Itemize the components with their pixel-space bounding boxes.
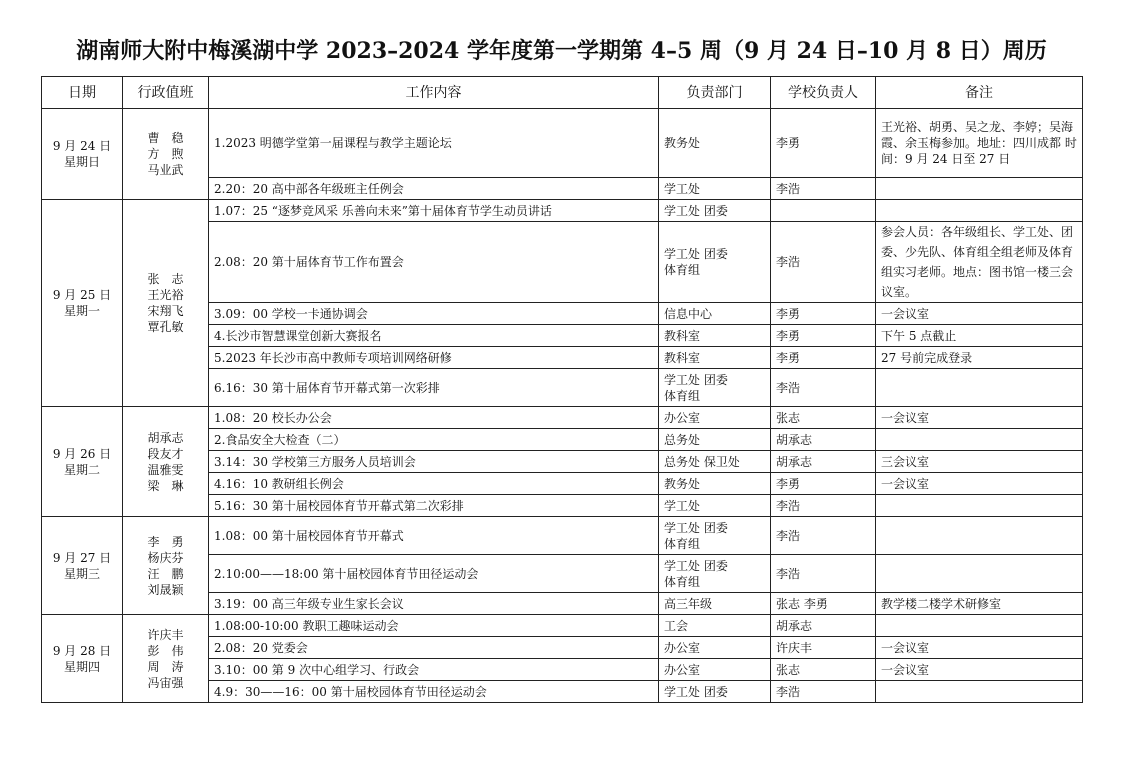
table-row — [42, 200, 1083, 222]
duty-cell — [123, 200, 209, 407]
department-cell: 总务处 — [659, 429, 771, 451]
table-row — [42, 407, 1083, 429]
content-cell: 2.08：20 党委会 — [209, 637, 659, 659]
note-cell — [876, 200, 1083, 222]
note-cell: 王光裕、胡勇、吴之龙、李婷；吴海霞、余玉梅参加。地址：四川成都 时间：9 月 24 日至 27 日 — [876, 109, 1083, 178]
leader-cell: 李勇 — [771, 473, 876, 495]
content-cell: 4.16：10 教研组长例会 — [209, 473, 659, 495]
column-header-duty: 行政值班 — [123, 77, 209, 109]
content-cell: 1.08：00 第十届校园体育节开幕式 — [209, 517, 659, 555]
duty-person: 马业武 — [147, 163, 184, 177]
department-line: 学工处 团委 — [664, 520, 728, 535]
weekday-text: 星期日 — [63, 155, 100, 169]
department-cell: 教务处 — [659, 473, 771, 495]
content-cell: 1.07：25 “逐梦竞风采 乐善向未来”第十届体育节学生动员讲话 — [209, 200, 659, 222]
duty-cell — [123, 407, 209, 517]
content-cell: 2.食品安全大检查（二） — [209, 429, 659, 451]
duty-person: 张 志 — [147, 272, 184, 286]
weekday-text: 星期一 — [63, 304, 100, 318]
column-header-date: 日期 — [42, 77, 123, 109]
duty-cell — [123, 109, 209, 200]
duty-person: 彭 伟 — [147, 643, 184, 658]
page-title: 湖南师大附中梅溪湖中学 2023–2024 学年度第一学期第 4–5 周（9 月 24 日–10 月 8 日）周历 — [76, 38, 1047, 64]
leader-cell: 李浩 — [771, 222, 876, 303]
weekday-text: 星期二 — [63, 462, 100, 477]
content-cell: 2.10:00——18:00 第十届校园体育节田径运动会 — [209, 555, 659, 593]
department-line: 学工处 团委 — [664, 372, 728, 387]
duty-person: 覃孔敏 — [147, 320, 184, 334]
department-cell: 高三年级 — [659, 593, 771, 615]
leader-cell: 胡承志 — [771, 615, 876, 637]
leader-cell: 许庆丰 — [771, 637, 876, 659]
department-cell — [659, 555, 771, 593]
leader-cell: 李勇 — [771, 325, 876, 347]
content-cell: 3.14：30 学校第三方服务人员培训会 — [209, 451, 659, 473]
department-cell: 学工处 团委 — [659, 681, 771, 703]
department-cell: 办公室 — [659, 659, 771, 681]
leader-cell: 张志 — [771, 659, 876, 681]
leader-cell: 张志 — [771, 407, 876, 429]
note-cell: 教学楼二楼学术研修室 — [876, 593, 1083, 615]
date-cell — [42, 517, 123, 615]
content-cell: 2.08：20 第十届体育节工作布置会 — [209, 222, 659, 303]
duty-person: 宋翔飞 — [147, 304, 184, 318]
date-cell — [42, 407, 123, 517]
department-line: 学工处 团委 — [664, 558, 728, 573]
table-row — [42, 517, 1083, 555]
leader-cell — [771, 200, 876, 222]
department-cell: 学工处 — [659, 495, 771, 517]
content-cell: 1.2023 明德学堂第一届课程与教学主题论坛 — [209, 109, 659, 178]
note-cell: 一会议室 — [876, 637, 1083, 659]
department-cell: 教科室 — [659, 347, 771, 369]
department-cell — [659, 517, 771, 555]
department-cell: 总务处 保卫处 — [659, 451, 771, 473]
leader-cell: 李浩 — [771, 555, 876, 593]
leader-cell: 李勇 — [771, 303, 876, 325]
table-row — [42, 109, 1083, 178]
note-cell — [876, 429, 1083, 451]
content-cell: 5.16：30 第十届校园体育节开幕式第二次彩排 — [209, 495, 659, 517]
leader-cell: 李勇 — [771, 109, 876, 178]
duty-cell — [123, 517, 209, 615]
column-header-department: 负责部门 — [659, 77, 771, 109]
date-cell — [42, 109, 123, 200]
date-text: 9 月 27 日 — [52, 550, 112, 565]
content-cell: 6.16：30 第十届体育节开幕式第一次彩排 — [209, 369, 659, 407]
duty-person: 王光裕 — [147, 288, 184, 302]
content-cell: 3.10：00 第 9 次中心组学习、行政会 — [209, 659, 659, 681]
leader-cell: 李浩 — [771, 681, 876, 703]
department-cell: 信息中心 — [659, 303, 771, 325]
date-text: 9 月 28 日 — [52, 643, 112, 658]
weekly-calendar-table — [41, 76, 1083, 703]
date-cell — [42, 200, 123, 407]
note-cell: 下午 5 点截止 — [876, 325, 1083, 347]
duty-person: 杨庆芬 — [147, 550, 184, 565]
column-header-note: 备注 — [876, 77, 1083, 109]
duty-person: 胡承志 — [147, 430, 184, 445]
table-row — [42, 615, 1083, 637]
weekday-text: 星期三 — [63, 566, 100, 581]
note-cell: 三会议室 — [876, 451, 1083, 473]
weekday-text: 星期四 — [63, 659, 100, 674]
note-cell — [876, 178, 1083, 200]
note-cell — [876, 517, 1083, 555]
note-cell: 参会人员：各年级组长、学工处、团委、少先队、体育组全组老师及体育组实习老师。地点：图书馆一楼三会议室。 — [876, 222, 1083, 303]
leader-cell: 李浩 — [771, 517, 876, 555]
leader-cell: 张志 李勇 — [771, 593, 876, 615]
note-cell: 一会议室 — [876, 659, 1083, 681]
duty-person: 许庆丰 — [147, 627, 184, 642]
duty-person: 冯宙强 — [147, 675, 184, 690]
date-text: 9 月 26 日 — [52, 446, 112, 461]
content-cell: 4.长沙市智慧课堂创新大赛报名 — [209, 325, 659, 347]
content-cell: 5.2023 年长沙市高中教师专项培训网络研修 — [209, 347, 659, 369]
note-cell: 一会议室 — [876, 303, 1083, 325]
content-cell: 3.19：00 高三年级专业生家长会议 — [209, 593, 659, 615]
department-cell: 办公室 — [659, 637, 771, 659]
column-header-content: 工作内容 — [209, 77, 659, 109]
note-cell — [876, 615, 1083, 637]
leader-cell: 胡承志 — [771, 451, 876, 473]
department-cell: 办公室 — [659, 407, 771, 429]
duty-person: 梁 琳 — [147, 478, 184, 493]
duty-person: 汪 鹏 — [147, 566, 184, 581]
leader-cell: 李浩 — [771, 178, 876, 200]
note-cell — [876, 369, 1083, 407]
note-cell — [876, 495, 1083, 517]
note-cell: 一会议室 — [876, 407, 1083, 429]
content-cell: 4.9：30——16：00 第十届校园体育节田径运动会 — [209, 681, 659, 703]
date-text: 9 月 24 日 — [52, 139, 112, 153]
leader-cell: 李浩 — [771, 369, 876, 407]
content-cell: 1.08:00-10:00 教职工趣味运动会 — [209, 615, 659, 637]
leader-cell: 李浩 — [771, 495, 876, 517]
duty-person: 曹 稳 — [147, 131, 184, 145]
department-cell: 学工处 团委 — [659, 200, 771, 222]
department-cell: 教科室 — [659, 325, 771, 347]
leader-cell: 李勇 — [771, 347, 876, 369]
note-cell: 27 号前完成登录 — [876, 347, 1083, 369]
date-text: 9 月 25 日 — [52, 288, 112, 302]
date-cell — [42, 615, 123, 703]
leader-cell: 胡承志 — [771, 429, 876, 451]
department-line: 体育组 — [664, 388, 701, 403]
duty-person: 刘晟颖 — [147, 582, 184, 597]
department-cell: 工会 — [659, 615, 771, 637]
department-line: 体育组 — [664, 536, 701, 551]
duty-person: 周 涛 — [147, 659, 184, 674]
note-cell: 一会议室 — [876, 473, 1083, 495]
department-line: 体育组 — [664, 263, 701, 277]
note-cell — [876, 555, 1083, 593]
duty-person: 方 煦 — [147, 147, 184, 161]
content-cell: 3.09：00 学校一卡通协调会 — [209, 303, 659, 325]
column-header-leader: 学校负责人 — [771, 77, 876, 109]
content-cell: 2.20：20 高中部各年级班主任例会 — [209, 178, 659, 200]
duty-cell — [123, 615, 209, 703]
note-cell — [876, 681, 1083, 703]
department-cell: 教务处 — [659, 109, 771, 178]
department-line: 学工处 团委 — [664, 247, 728, 261]
duty-person: 李 勇 — [147, 534, 184, 549]
duty-person: 温雅雯 — [147, 462, 184, 477]
content-cell: 1.08：20 校长办公会 — [209, 407, 659, 429]
department-cell — [659, 222, 771, 303]
department-cell: 学工处 — [659, 178, 771, 200]
duty-person: 段友才 — [147, 446, 184, 461]
header-row — [42, 77, 1083, 109]
department-cell — [659, 369, 771, 407]
department-line: 体育组 — [664, 574, 701, 589]
